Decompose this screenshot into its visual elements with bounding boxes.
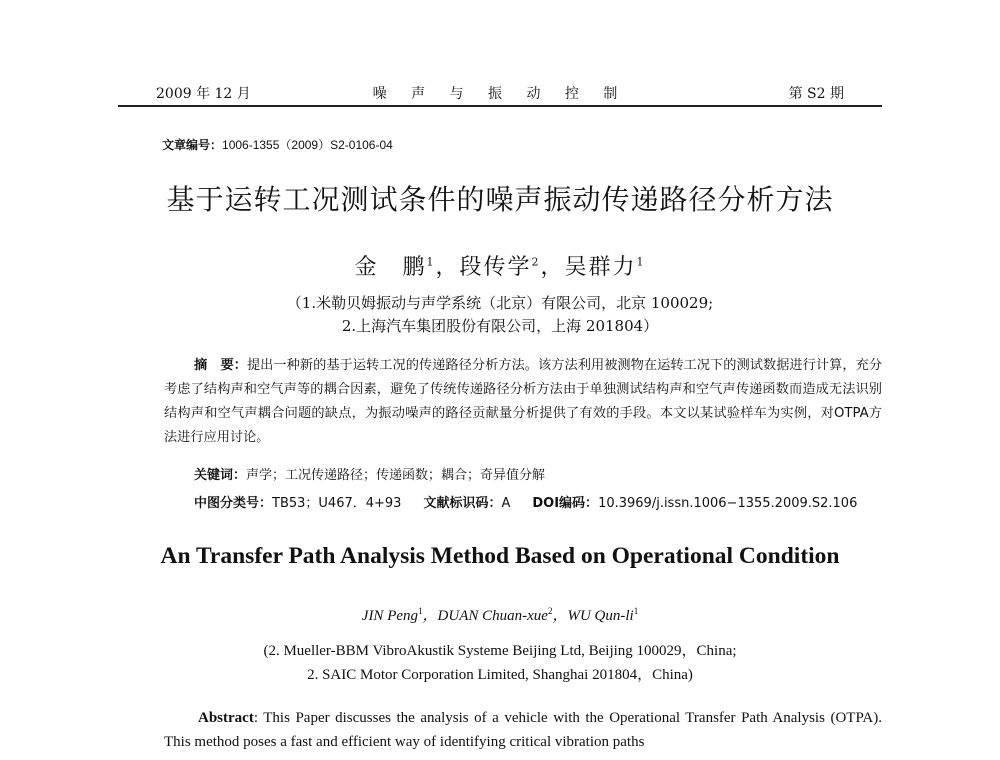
author-en-3: WU Qun-li [567,608,634,624]
abstract-en-label: Abstract [198,710,254,726]
author-en-2-mark: 2 [547,606,553,616]
author-en-1: JIN Peng [361,608,419,624]
header-journal: 噪 声 与 振 动 控 制 [372,86,628,102]
title-chinese: 基于运转工况测试条件的噪声振动传递路径分析方法 [166,183,834,216]
affiliation-en-2: 2. SAIC Motor Corporation Limited, Shanghai 201804，China) [307,667,693,683]
abstract-en-text: This Paper discusses the analysis of a vehicle with the Operational Transfer Path Analysis (OTPA). This method poses a fast and efficient way of identifying critical vibration paths [164,710,882,750]
header-date: 2009 年 12 月 [156,86,251,102]
doc-code-label: 文献标识码： [423,496,502,511]
author-cn-1-mark: 1 [426,255,436,269]
abstract-chinese [164,354,882,450]
article-number [162,136,393,153]
abstract-cn-label: 摘 要： [194,358,247,373]
clc-value: TB53；U467．4+93 [272,496,402,511]
article-number-value: 1006-1355（2009）S2-0106-04 [222,138,393,152]
header-issue: 第 S2 期 [788,86,844,102]
keywords-cn-text: 声学；工况传递路径；传递函数；耦合；奇异值分解 [246,468,546,483]
title-english: An Transfer Path Analysis Method Based on Operational Condition [160,543,840,569]
affiliations-chinese [0,292,1000,338]
affiliations-english [0,639,1000,687]
keywords-cn-label: 关键词： [194,468,247,483]
doc-code-value: A [501,496,511,511]
author-separator: ， [435,255,460,280]
affiliation-en-1: (2. Mueller-BBM VibroAkustik Systeme Beijing Ltd, Beijing 100029，China; [263,643,737,659]
author-separator: ， [422,608,438,624]
author-cn-2-mark: 2 [531,255,541,269]
author-cn-3: 吴群力 [564,255,637,280]
affiliation-cn-1: （1.米勒贝姆振动与声学系统（北京）有限公司，北京 100029; [286,294,714,312]
clc-label: 中图分类号： [194,496,273,511]
affiliation-cn-2: 2.上海汽车集团股份有限公司，上海 201804） [341,317,659,335]
authors-chinese [0,250,1000,281]
author-cn-1: 金 鹏 [354,255,427,280]
classification-line [194,492,857,511]
keywords-chinese [194,464,545,483]
authors-english [0,604,1000,625]
author-en-2: DUAN Chuan-xue [437,608,548,624]
doi-value: 10.3969/j.issn.1006−1355.2009.S2.106 [598,496,858,511]
article-number-label: 文章编号： [162,138,223,152]
author-cn-2: 段传学 [459,255,532,280]
running-header [118,83,882,107]
abstract-english [164,706,882,754]
author-cn-3-mark: 1 [636,255,646,269]
author-en-1-mark: 1 [418,606,423,616]
author-en-3-mark: 1 [633,606,639,616]
author-separator: ， [540,255,565,280]
abstract-cn-text: 提出一种新的基于运转工况的传递路径分析方法。该方法利用被测物在运转工况下的测试数据进行计算，充分考虑了结构声和空气声等的耦合因素，避免了传统传递路径分析方法由于单独测试结构声和空气声传递函数而造成无法识别结构声和空气声耦合问题的缺点，为振动噪声的路径贡献量分析提供了有效的手段。本文以某试验样车为实例，对OTPA方法进行应用讨论。 [164,358,883,445]
abstract-en-colon: : [253,710,264,726]
author-separator: ， [552,608,568,624]
doi-label: DOI编码： [532,496,599,511]
